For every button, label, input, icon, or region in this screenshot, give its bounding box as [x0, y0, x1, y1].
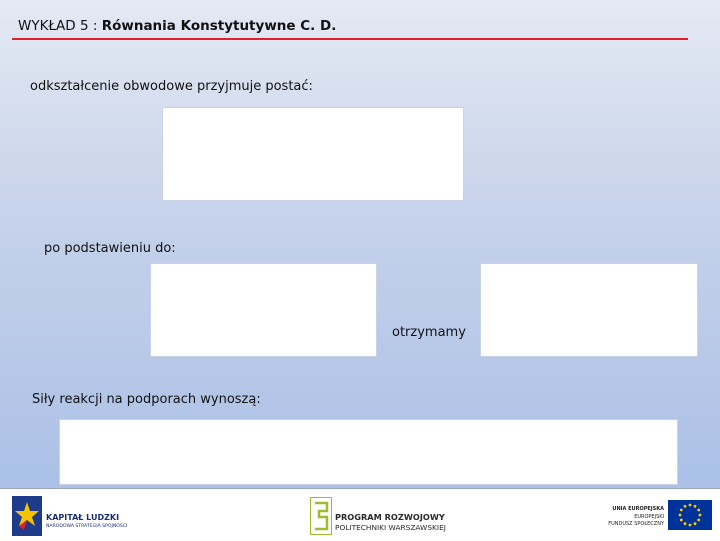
eu-line3: FUNDUSZ SPOŁECZNY: [608, 521, 664, 527]
slide-title-main: Równania Konstytutywne C. D.: [101, 18, 337, 34]
formula-box-strain: [162, 107, 464, 201]
text-reaction-forces: Siły reakcji na podporach wynoszą:: [32, 392, 261, 407]
formula-box-reactions: [59, 419, 678, 485]
program-rozwojowy-emblem-icon: [310, 497, 332, 535]
logo-program-rozwojowy: [309, 494, 461, 538]
slide-title: [18, 18, 336, 34]
kapital-ludzki-line2: NARODOWA STRATEGIA SPÓJNOŚCI: [46, 524, 128, 529]
text-substitution: po podstawieniu do:: [44, 241, 176, 256]
text-circumferential-strain: odkształcenie obwodowe przyjmuje postać:: [30, 79, 313, 94]
eu-flag-icon: [668, 500, 712, 530]
logo-unia-europejska: [592, 494, 714, 538]
program-rozwojowy-line2: POLITECHNIKI WARSZAWSKIEJ: [335, 523, 446, 532]
formula-box-substitution: [150, 263, 377, 357]
slide-title-prefix: WYKŁAD 5 :: [18, 18, 102, 34]
text-we-obtain: otrzymamy: [392, 325, 466, 340]
program-rozwojowy-line1: PROGRAM ROZWOJOWY: [335, 512, 445, 522]
eu-line1: UNIA EUROPEJSKA: [612, 506, 664, 512]
eu-line2: EUROPEJSKI: [634, 514, 664, 520]
logo-kapital-ludzki: [10, 494, 135, 538]
title-underline: [12, 38, 688, 40]
kapital-ludzki-line1: KAPITAŁ LUDZKI: [46, 513, 120, 522]
kapital-ludzki-star-icon: [12, 496, 42, 536]
formula-box-result: [480, 263, 698, 357]
